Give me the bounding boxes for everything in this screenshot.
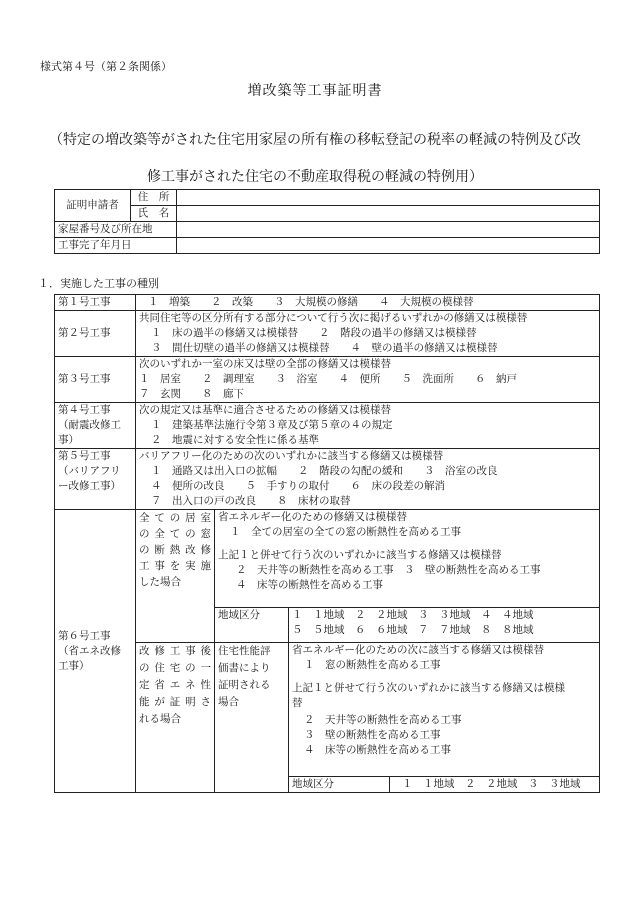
work5-line: １ 通路又は出入口の拡幅 ２ 階段の勾配の緩和 ３ 浴室の改良 bbox=[151, 465, 498, 477]
work6-caseB-label: 定省エネ性 bbox=[139, 679, 211, 691]
address-label: 住 所 bbox=[131, 190, 177, 206]
work6-caseB-sub-label: 場合 bbox=[218, 696, 239, 708]
work5-row bbox=[55, 449, 600, 510]
work6-caseA-region-options: ５ ５地域 ６ ６地域 ７ ７地域 ８ ８地域 bbox=[292, 624, 534, 636]
work1-label: 第１号工事 bbox=[55, 295, 136, 311]
work6-label: 工事） bbox=[58, 659, 90, 672]
work5-label: ー改修工事） bbox=[58, 480, 121, 492]
work6-caseB-combined-heading: 上記１と併せて行う次のいずれかに該当する修繕又は模様 bbox=[292, 682, 565, 694]
work6-caseB-label: れる場合 bbox=[139, 713, 181, 725]
work6-caseB-item: ４ 床等の断熱性を高める工事 bbox=[304, 744, 451, 756]
work-type-table bbox=[54, 294, 600, 793]
form-number: 様式第４号（第２条関係） bbox=[40, 60, 172, 73]
work6-caseA-item: ２ 天井等の断熱性を高める工事 ３ 壁の断熱性を高める工事 bbox=[236, 564, 541, 576]
work2-row bbox=[55, 311, 600, 357]
applicant-label: 証明申請者 bbox=[55, 190, 131, 222]
completion-date-field[interactable] bbox=[177, 238, 600, 254]
work4-line: １ 建築基準法施行令第３章及び第５章の４の規定 bbox=[151, 419, 393, 431]
work2-line: 共同住宅等の区分所有する部分について行う次に掲げるいずれかの修繕又は模様替 bbox=[139, 312, 528, 324]
work2-line: ３ 間仕切壁の過半の修繕又は模様替 ４ 壁の過半の修繕又は模様替 bbox=[151, 342, 498, 354]
work6-caseA-row bbox=[55, 510, 600, 608]
work5-line: バリアフリー化のための次のいずれかに該当する修繕又は模様替 bbox=[139, 450, 444, 462]
subtitle-line-2: 修工事がされた住宅の不動産取得税の軽減の特例用） bbox=[147, 169, 483, 185]
work6-caseB-region-options: １ １地域 ２ ２地域 ３ ３地域 bbox=[390, 777, 600, 793]
applicant-table bbox=[54, 189, 600, 254]
name-field[interactable] bbox=[177, 206, 600, 222]
work6-caseB-row bbox=[55, 643, 600, 777]
section-heading: １．実施した工事の種別 bbox=[38, 277, 159, 290]
work6-caseB-region-label: 地域区分 bbox=[289, 777, 390, 793]
address-field[interactable] bbox=[177, 190, 600, 206]
work4-label: 第４号工事 bbox=[58, 404, 111, 416]
work6-caseB-sub-label: 証明される bbox=[218, 679, 271, 691]
work4-label: （耐震改修工 bbox=[58, 419, 121, 431]
work4-line: ２ 地震に対する安全性に係る基準 bbox=[151, 434, 319, 446]
work6-caseB-label: 改修工事後 bbox=[139, 645, 211, 657]
work6-caseA-label: の全ての窓 bbox=[139, 528, 211, 540]
work6-caseA-region-label: 地域区分 bbox=[215, 608, 289, 643]
work6-caseB-heading: 省エネルギー化のための次に該当する修繕又は模様替 bbox=[292, 644, 544, 656]
house-number-label: 家屋番号及び所在地 bbox=[55, 222, 177, 238]
work6-label: （省エネ改修 bbox=[58, 644, 121, 657]
page-title: 増改築等工事証明書 bbox=[247, 83, 383, 99]
completion-date-label: 工事完了年月日 bbox=[55, 238, 177, 254]
work6-caseA-label: 全ての居室 bbox=[139, 512, 211, 524]
work6-caseB-item: ２ 天井等の断熱性を高める工事 bbox=[304, 714, 462, 726]
work6-caseA-combined-heading: 上記１と併せて行う次のいずれかに該当する修繕又は模様替 bbox=[218, 549, 502, 561]
work6-caseA-item: １ 全ての居室の全ての窓の断熱性を高める工事 bbox=[230, 526, 461, 538]
work2-line: １ 床の過半の修繕又は模様替 ２ 階段の過半の修繕又は模様替 bbox=[151, 327, 477, 339]
work6-caseB-label: の住宅の一 bbox=[139, 662, 211, 674]
work3-label: 第３号工事 bbox=[55, 357, 136, 403]
work6-caseB-sub-label: 価書により bbox=[218, 662, 271, 674]
work3-line: 次のいずれか一室の床又は壁の全部の修繕又は模様替 bbox=[139, 358, 391, 370]
work5-line: ７ 出入口の戸の改良 ８ 床材の取替 bbox=[151, 495, 351, 507]
work3-line: ７ 玄関 ８ 廊下 bbox=[139, 388, 244, 400]
work5-label: （バリアフリ bbox=[58, 465, 121, 477]
work5-line: ４ 便所の改良 ５ 手すりの取付 ６ 床の段差の解消 bbox=[151, 480, 445, 492]
work3-line: １ 居室 ２ 調理室 ３ 浴室 ４ 便所 ５ 洗面所 ６ 納戸 bbox=[139, 373, 517, 385]
work6-caseB-label: 能が証明さ bbox=[139, 696, 211, 708]
subtitle-line-1: （特定の増改築等がされた住宅用家屋の所有権の移転登記の税率の軽減の特例及び改 bbox=[49, 132, 581, 148]
work1-items: １ 増築 ２ 改築 ３ 大規模の修繕 ４ 大規模の模様替 bbox=[136, 295, 600, 311]
work6-caseA-region-options: １ １地域 ２ ２地域 ３ ３地域 ４ ４地域 bbox=[292, 609, 534, 621]
work6-caseB-item: １ 窓の断熱性を高める工事 bbox=[304, 659, 441, 671]
work5-label: 第５号工事 bbox=[58, 450, 111, 462]
name-label: 氏 名 bbox=[131, 206, 177, 222]
work4-label: 事） bbox=[58, 434, 79, 446]
work6-caseA-heading: 省エネルギー化のための修繕又は模様替 bbox=[218, 511, 407, 523]
work6-caseB-combined-heading: 替 bbox=[292, 697, 303, 709]
work2-label: 第２号工事 bbox=[55, 311, 136, 357]
work6-caseB-sub-label: 住宅性能評 bbox=[218, 645, 271, 657]
work6-caseA-label: 工事を実施 bbox=[139, 560, 211, 572]
work3-row bbox=[55, 357, 600, 403]
work6-caseA-item: ４ 床等の断熱性を高める工事 bbox=[236, 579, 383, 591]
work6-caseA-label: した場合 bbox=[139, 576, 181, 588]
work6-caseA-label: の断熱改修 bbox=[139, 544, 211, 556]
work6-label: 第６号工事 bbox=[58, 629, 111, 642]
work4-row bbox=[55, 403, 600, 449]
work1-row bbox=[55, 295, 600, 311]
house-number-field[interactable] bbox=[177, 222, 600, 238]
work6-caseB-item: ３ 壁の断熱性を高める工事 bbox=[304, 729, 441, 741]
work4-line: 次の規定又は基準に適合させるための修繕又は模様替 bbox=[139, 404, 391, 416]
